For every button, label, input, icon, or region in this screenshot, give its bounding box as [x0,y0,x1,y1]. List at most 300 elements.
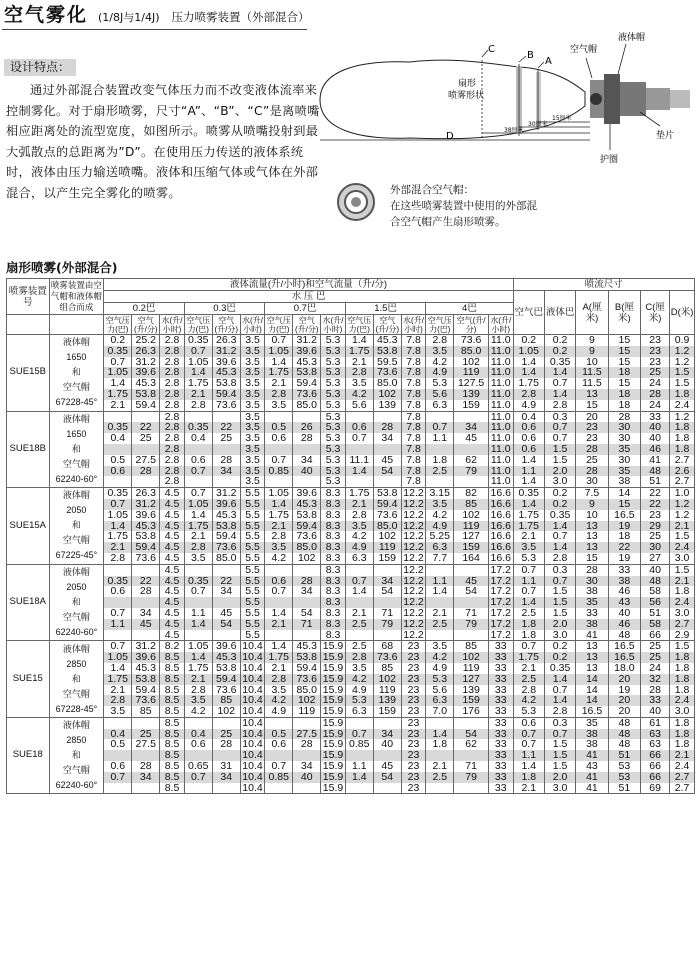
data-cell: 11.0 [488,411,513,422]
data-cell: 45.3 [212,510,240,521]
data-cell: 4.5 [160,630,185,641]
table-row [7,335,695,346]
data-cell: 139 [454,685,489,696]
data-cell: 73.6 [132,695,160,706]
data-cell: 1.8 [670,717,695,728]
data-cell: 16.6 [488,531,513,542]
data-cell: 53.8 [293,652,321,663]
pressure-group: 0.2巴 [104,303,185,315]
data-cell: 18 [608,400,640,411]
data-cell: 17.2 [488,619,513,630]
data-cell [265,630,293,641]
data-cell: 11.0 [488,422,513,433]
data-cell: 1.4 [265,357,293,368]
data-cell: 1.4 [104,663,132,674]
data-cell: 10 [576,510,608,521]
data-cell [184,597,212,608]
data-cell [212,444,240,455]
data-cell [265,411,293,422]
data-cell: 0.6 [104,761,132,772]
pressure-group: 1.5巴 [345,303,426,315]
data-cell: 2.1 [513,531,544,542]
data-cell [345,564,373,575]
table-row [7,346,695,357]
data-cell: 3.5 [240,444,265,455]
data-cell: 5.5 [240,510,265,521]
data-cell: 59.4 [212,674,240,685]
combo-line: 2850 [66,735,87,746]
data-cell: 56 [641,597,670,608]
data-cell: 2.4 [670,597,695,608]
data-cell: 127 [454,674,489,685]
data-cell: 11.0 [488,378,513,389]
table-row [7,499,695,510]
data-cell: 5.3 [321,433,346,444]
data-cell: 5.6 [345,400,373,411]
data-cell: 8.3 [321,521,346,532]
table-row [7,378,695,389]
data-cell: 1.1 [513,576,544,587]
data-cell: 0.7 [104,608,132,619]
combo-line: 和 [71,597,81,608]
data-cell: 17.2 [488,576,513,587]
data-cell: 39.6 [132,367,160,378]
spray-section-a [536,72,541,128]
combo-line: 液体帽 [62,413,90,424]
combo-cell [49,335,104,412]
data-cell: 3.5 [240,455,265,466]
data-cell: 0.7 [544,685,575,696]
data-cell: 11.0 [488,444,513,455]
data-cell: 0.65 [184,761,212,772]
data-cell: 38 [608,476,640,487]
data-cell [104,630,132,641]
data-cell: 12.2 [401,619,426,630]
data-cell: 16.5 [608,510,640,521]
data-cell: 2.1 [670,521,695,532]
data-cell [293,630,321,641]
data-cell: 39.6 [132,510,160,521]
data-cell: 1.75 [184,378,212,389]
data-cell: 11.0 [488,433,513,444]
data-cell: 22 [132,576,160,587]
data-cell: 3.5 [240,378,265,389]
data-cell: 33 [488,641,513,652]
data-cell: 0.4 [104,433,132,444]
data-cell: 2.1 [265,663,293,674]
data-cell [132,476,160,487]
data-cell: 12.2 [401,499,426,510]
data-cell: 23 [641,346,670,357]
data-cell: 85.0 [373,378,401,389]
data-cell: 3.5 [426,641,454,652]
data-cell: 0.35 [104,488,132,499]
table-row [7,521,695,532]
data-cell: 5.6 [426,389,454,400]
data-cell: 45 [212,608,240,619]
data-cell: 41 [576,772,608,783]
data-cell: 14 [576,695,608,706]
data-cell: 1.05 [265,488,293,499]
data-cell: 1.75 [265,510,293,521]
data-cell: 7.5 [576,488,608,499]
data-cell: 40 [608,608,640,619]
data-cell: 66 [641,750,670,761]
data-cell: 0.6 [513,717,544,728]
data-cell: 22 [608,542,640,553]
data-cell: 2.8 [160,400,185,411]
data-cell: 73.6 [373,652,401,663]
data-cell: 79 [454,619,489,630]
data-cell: 13 [576,531,608,542]
header-spacer [49,315,104,335]
data-cell: 53.8 [212,521,240,532]
data-cell: 4.5 [160,553,185,564]
header-d: D(米) [670,291,695,335]
data-cell: 1.4 [184,619,212,630]
data-cell: 0.6 [184,455,212,466]
data-cell: 0.7 [345,576,373,587]
data-cell: 51 [641,608,670,619]
data-cell: 10.4 [240,641,265,652]
data-cell: 2.8 [160,466,185,477]
data-cell: 1.4 [513,761,544,772]
data-cell: 1.1 [426,433,454,444]
data-cell: 15.9 [321,695,346,706]
data-cell: 1.8 [513,630,544,641]
data-cell: 22 [212,576,240,587]
data-cell: 19 [608,521,640,532]
data-cell: 59.4 [293,663,321,674]
subheader-water: 水(升/小时) [403,315,424,334]
data-cell: 16.5 [608,641,640,652]
data-cell: 4.5 [160,608,185,619]
data-cell: 1.5 [544,608,575,619]
data-cell: 7.8 [401,411,426,422]
data-cell: 1.8 [513,772,544,783]
data-cell: 2.4 [670,761,695,772]
data-cell: 1.4 [513,499,544,510]
data-cell: 1.8 [426,739,454,750]
data-cell: 8.3 [321,619,346,630]
data-cell: 1.8 [670,422,695,433]
data-cell: 22 [641,488,670,499]
data-cell: 1.75 [345,346,373,357]
data-cell: 3.5 [104,706,132,717]
data-cell: 0.6 [265,576,293,587]
data-cell: 5.3 [321,400,346,411]
header-spray: 喷流尺寸 [513,279,694,291]
data-cell: 102 [373,389,401,400]
data-cell: 28 [641,389,670,400]
data-cell: 59.4 [132,400,160,411]
data-cell: 45.3 [212,652,240,663]
data-cell: 5.3 [321,422,346,433]
data-cell: 11.1 [345,455,373,466]
header-spacer [7,315,50,335]
data-cell: 7.8 [401,357,426,368]
data-cell: 23 [401,695,426,706]
features-label: 设计特点： [4,59,76,76]
data-cell: 28 [212,455,240,466]
table-row [7,433,695,444]
data-cell: 17.2 [488,630,513,641]
data-cell: 0.7 [265,761,293,772]
data-cell: 2.8 [513,685,544,696]
data-cell: 27 [641,553,670,564]
data-cell: 4.2 [513,695,544,706]
data-cell [345,750,373,761]
data-cell: 59.4 [212,389,240,400]
data-cell: 32 [641,674,670,685]
table-row [7,531,695,542]
data-cell [454,411,489,422]
data-cell: 85.0 [373,521,401,532]
data-cell: 13 [576,641,608,652]
data-cell: 23 [401,761,426,772]
combo-line: 空气帽 [62,535,90,546]
data-cell: 1.4 [345,466,373,477]
data-cell: 30 [608,422,640,433]
data-cell: 4.5 [160,564,185,575]
data-cell: 5.5 [240,521,265,532]
data-cell: 0.5 [104,739,132,750]
data-cell: 26 [293,422,321,433]
data-cell [426,783,454,794]
data-cell: 1.5 [670,564,695,575]
data-cell [293,750,321,761]
label-b: B [527,50,534,61]
data-cell: 3.5 [345,521,373,532]
combo-line: 62240-60° [55,627,98,638]
section-title: 扇形喷雾(外部混合) [6,260,118,275]
data-cell: 12.2 [401,521,426,532]
data-cell [212,750,240,761]
data-cell: 3.5 [240,367,265,378]
data-cell: 34 [212,466,240,477]
data-cell: 73.6 [454,335,489,346]
data-cell: 119 [454,663,489,674]
data-cell: 2.8 [544,706,575,717]
table-row [7,783,695,794]
data-cell: 5.3 [321,335,346,346]
data-cell: 0.2 [544,488,575,499]
data-cell: 31.2 [212,488,240,499]
data-cell: 11.5 [576,367,608,378]
data-cell: 0.2 [544,652,575,663]
data-cell: 10.4 [240,750,265,761]
data-cell: 1.5 [670,378,695,389]
data-cell [104,444,132,455]
data-cell: 30 [608,433,640,444]
combo-line: 空气帽 [62,458,90,469]
data-cell: 1.8 [670,652,695,663]
data-cell: 119 [373,542,401,553]
data-cell: 10.4 [240,783,265,794]
data-cell: 8.3 [321,608,346,619]
data-cell: 71 [454,761,489,772]
data-cell: 48 [608,739,640,750]
data-cell: 2.1 [265,378,293,389]
data-cell: 1.8 [670,389,695,400]
table-row [7,772,695,783]
data-cell: 7.7 [426,553,454,564]
model-cell: SUE18B [7,411,50,488]
data-cell: 73.6 [293,389,321,400]
data-cell: 1.4 [265,499,293,510]
data-cell: 2.8 [160,444,185,455]
data-cell: 59.4 [293,378,321,389]
data-cell: 1.5 [544,455,575,466]
data-cell: 27.5 [293,729,321,740]
data-cell: 0.35 [513,488,544,499]
data-cell: 0.4 [104,729,132,740]
data-cell: 10.4 [240,706,265,717]
data-cell: 27.5 [132,739,160,750]
table-row [7,674,695,685]
data-cell: 5.3 [513,706,544,717]
page-header [4,0,310,30]
data-cell [132,717,160,728]
data-cell: 1.8 [513,619,544,630]
data-cell: 66 [641,772,670,783]
data-cell: 4.5 [160,521,185,532]
data-cell: 48 [608,717,640,728]
data-cell: 5.3 [321,346,346,357]
data-cell: 2.5 [426,619,454,630]
data-cell: 2.1 [426,761,454,772]
data-cell: 34 [212,586,240,597]
data-cell: 0.7 [184,466,212,477]
table-row [7,608,695,619]
data-cell [265,564,293,575]
data-cell: 1.4 [544,695,575,706]
data-cell: 53 [608,761,640,772]
data-cell: 2.1 [265,619,293,630]
data-cell [293,717,321,728]
data-cell: 1.8 [670,685,695,696]
data-cell: 23 [401,772,426,783]
data-cell: 102 [373,531,401,542]
combo-cell [49,641,104,718]
data-cell: 2.8 [265,389,293,400]
data-cell: 11.0 [488,455,513,466]
data-cell: 2.8 [184,685,212,696]
header-pressure: 水 压 巴 [104,291,513,303]
data-cell: 28 [373,422,401,433]
table-row [7,466,695,477]
data-cell: 4.2 [345,531,373,542]
data-cell: 23 [401,641,426,652]
data-cell: 1.05 [184,357,212,368]
label-d: D [446,131,454,142]
data-cell [373,476,401,487]
data-cell: 45.3 [132,663,160,674]
data-cell [184,717,212,728]
data-cell: 102 [212,706,240,717]
data-cell: 28 [293,576,321,587]
data-cell: 31.2 [132,641,160,652]
data-cell [212,564,240,575]
table-row [7,576,695,587]
liquid-cap-label: 液体帽 [618,33,646,43]
combo-cell [49,564,104,641]
data-cell: 2.5 [426,466,454,477]
data-cell: 53.8 [293,367,321,378]
data-cell: 25 [212,729,240,740]
data-cell: 15 [576,400,608,411]
data-cell: 102 [454,357,489,368]
data-cell: 14 [576,685,608,696]
spec-table [6,278,695,794]
data-cell: 1.4 [426,729,454,740]
data-cell: 23 [576,433,608,444]
data-cell: 1.4 [345,586,373,597]
data-cell: 28 [576,466,608,477]
data-cell: 1.8 [670,739,695,750]
data-cell: 2.4 [670,695,695,706]
data-cell: 31.2 [293,335,321,346]
data-cell: 14 [576,674,608,685]
data-cell: 1.05 [265,346,293,357]
data-cell: 3.0 [670,608,695,619]
data-cell [104,411,132,422]
pressure-group: 4巴 [426,303,513,315]
model-cell: SUE15 [7,641,50,718]
data-cell: 11.0 [488,389,513,400]
data-cell: 2.1 [670,750,695,761]
data-cell: 53.8 [373,488,401,499]
data-cell: 1.4 [544,674,575,685]
data-cell: 12.2 [401,553,426,564]
data-cell: 0.6 [513,422,544,433]
data-cell: 28 [132,761,160,772]
data-cell: 41 [641,455,670,466]
data-cell: 31.2 [212,346,240,357]
data-cell [212,783,240,794]
data-cell: 12.2 [401,488,426,499]
data-cell: 9 [576,346,608,357]
data-cell: 73.6 [373,367,401,378]
data-cell: 159 [373,706,401,717]
combo-line: 液体帽 [62,567,90,578]
data-cell: 17.2 [488,586,513,597]
data-cell: 0.7 [513,729,544,740]
data-cell: 2.1 [345,357,373,368]
data-cell: 46 [608,619,640,630]
data-cell: 1.4 [104,378,132,389]
data-cell: 5.3 [321,476,346,487]
data-cell: 38 [576,729,608,740]
combo-cell [49,411,104,488]
header-liq-bar: 液体巴 [544,291,575,335]
data-cell: 8.5 [160,761,185,772]
data-cell: 0.6 [265,433,293,444]
data-cell: 0.7 [544,422,575,433]
data-cell: 15 [608,335,640,346]
data-cell: 85.0 [454,346,489,357]
data-cell: 15 [608,499,640,510]
data-cell: 8.5 [160,750,185,761]
label-c: C [488,44,495,55]
data-cell: 127.5 [454,378,489,389]
data-cell: 16.6 [488,542,513,553]
data-cell: 33 [488,706,513,717]
data-cell: 5.5 [240,531,265,542]
combo-line: 和 [71,750,81,761]
data-cell: 8.5 [160,652,185,663]
data-cell: 20 [608,695,640,706]
